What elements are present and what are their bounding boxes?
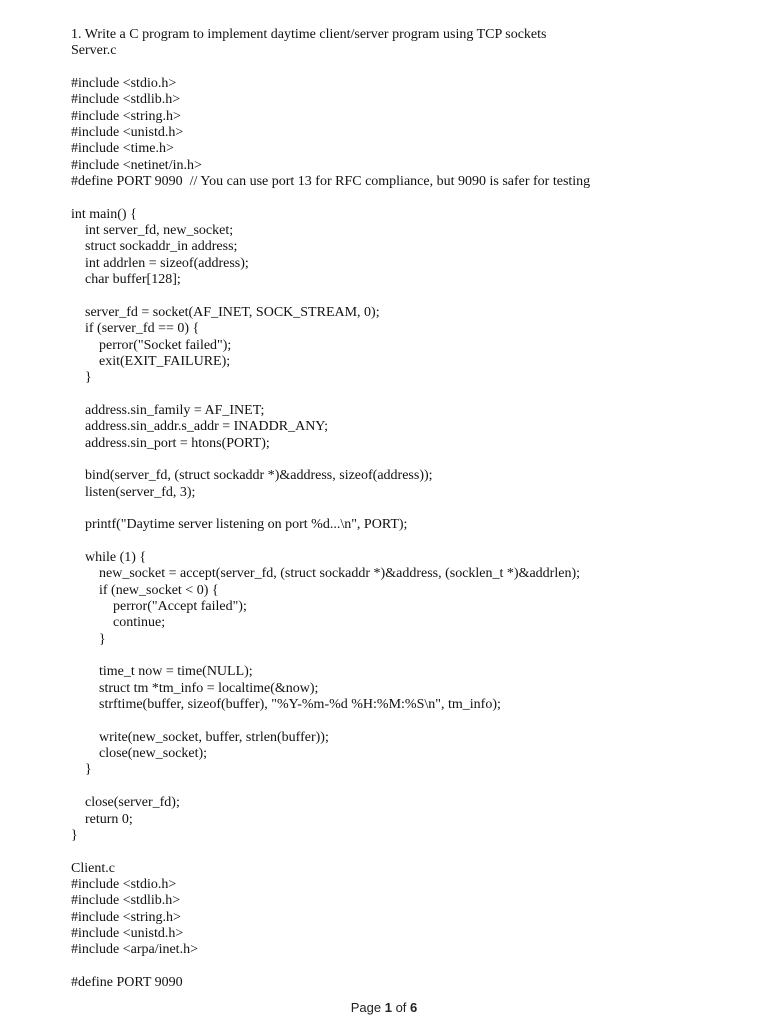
- text-line: if (new_socket < 0) {: [71, 582, 219, 598]
- page-footer: [0, 1000, 768, 1015]
- text-line: address.sin_port = htons(PORT);: [71, 435, 270, 451]
- total-page-count: 6: [410, 1000, 418, 1015]
- text-line: char buffer[128];: [71, 272, 181, 288]
- blank-line: [71, 713, 751, 729]
- text-line: }: [71, 827, 78, 843]
- blank-line: [71, 648, 751, 664]
- text-line: #include <stdio.h>: [71, 76, 177, 92]
- text-line: perror("Socket failed");: [71, 337, 232, 353]
- text-line: #include <time.h>: [71, 141, 174, 157]
- text-line: address.sin_family = AF_INET;: [71, 402, 265, 418]
- blank-line: [71, 534, 751, 550]
- text-line: listen(server_fd, 3);: [71, 484, 196, 500]
- text-line: int addrlen = sizeof(address);: [71, 255, 249, 271]
- page-label: Page: [350, 1000, 385, 1015]
- text-line: #include <stdio.h>: [71, 876, 177, 892]
- blank-line: [71, 289, 751, 305]
- text-line: }: [71, 370, 92, 386]
- text-line: int main() {: [71, 206, 137, 222]
- blank-line: [71, 190, 751, 206]
- text-line: continue;: [71, 615, 166, 631]
- text-line: #include <netinet/in.h>: [71, 157, 202, 173]
- text-line: time_t now = time(NULL);: [71, 664, 253, 680]
- blank-line: [71, 959, 751, 975]
- blank-line: [71, 501, 751, 517]
- text-line: #define PORT 9090 // You can use port 13 for RFC compliance, but 9090 is safer for testing: [71, 174, 591, 190]
- text-line: }: [71, 762, 92, 778]
- text-line: struct tm *tm_info = localtime(&now);: [71, 680, 319, 696]
- text-line: }: [71, 631, 106, 647]
- text-line: 1. Write a C program to implement daytime client/server program using TCP sockets: [71, 27, 547, 42]
- text-line: #define PORT 9090: [71, 974, 183, 990]
- text-line: perror("Accept failed");: [71, 599, 247, 615]
- blank-line: [71, 387, 751, 403]
- text-line: return 0;: [71, 811, 133, 827]
- text-line: strftime(buffer, sizeof(buffer), "%Y-%m-%d %H:%M:%S\n", tm_info);: [71, 697, 501, 713]
- blank-line: [71, 844, 751, 860]
- text-line: #include <unistd.h>: [71, 125, 184, 141]
- text-line: exit(EXIT_FAILURE);: [71, 353, 231, 369]
- text-line: #include <string.h>: [71, 108, 181, 124]
- current-page-number: 1: [384, 1000, 392, 1015]
- text-line: printf("Daytime server listening on port %d...\n", PORT);: [71, 517, 408, 533]
- document-body: [71, 27, 751, 991]
- text-line: int server_fd, new_socket;: [71, 223, 234, 239]
- blank-line: [71, 779, 751, 795]
- text-line: #include <stdlib.h>: [71, 893, 181, 909]
- blank-line: [71, 60, 751, 76]
- text-line: Client.c: [71, 860, 115, 876]
- text-line: write(new_socket, buffer, strlen(buffer));: [71, 729, 329, 745]
- text-line: close(new_socket);: [71, 746, 208, 762]
- text-line: #include <stdlib.h>: [71, 92, 181, 108]
- text-line: while (1) {: [71, 550, 147, 565]
- text-line: Server.c: [71, 43, 117, 59]
- text-line: struct sockaddr_in address;: [71, 239, 238, 255]
- text-line: #include <unistd.h>: [71, 925, 184, 941]
- blank-line: [71, 452, 751, 468]
- text-line: #include <arpa/inet.h>: [71, 942, 198, 958]
- text-line: server_fd = socket(AF_INET, SOCK_STREAM, 0);: [71, 304, 380, 320]
- text-line: if (server_fd == 0) {: [71, 321, 200, 337]
- page-of-label: of: [391, 1000, 411, 1015]
- text-line: new_socket = accept(server_fd, (struct sockaddr *)&address, (socklen_t *)&addrlen);: [71, 566, 580, 582]
- text-line: close(server_fd);: [71, 795, 180, 811]
- text-line: address.sin_addr.s_addr = INADDR_ANY;: [71, 419, 329, 435]
- text-line: bind(server_fd, (struct sockaddr *)&address, sizeof(address));: [71, 468, 433, 484]
- text-line: #include <string.h>: [71, 909, 181, 925]
